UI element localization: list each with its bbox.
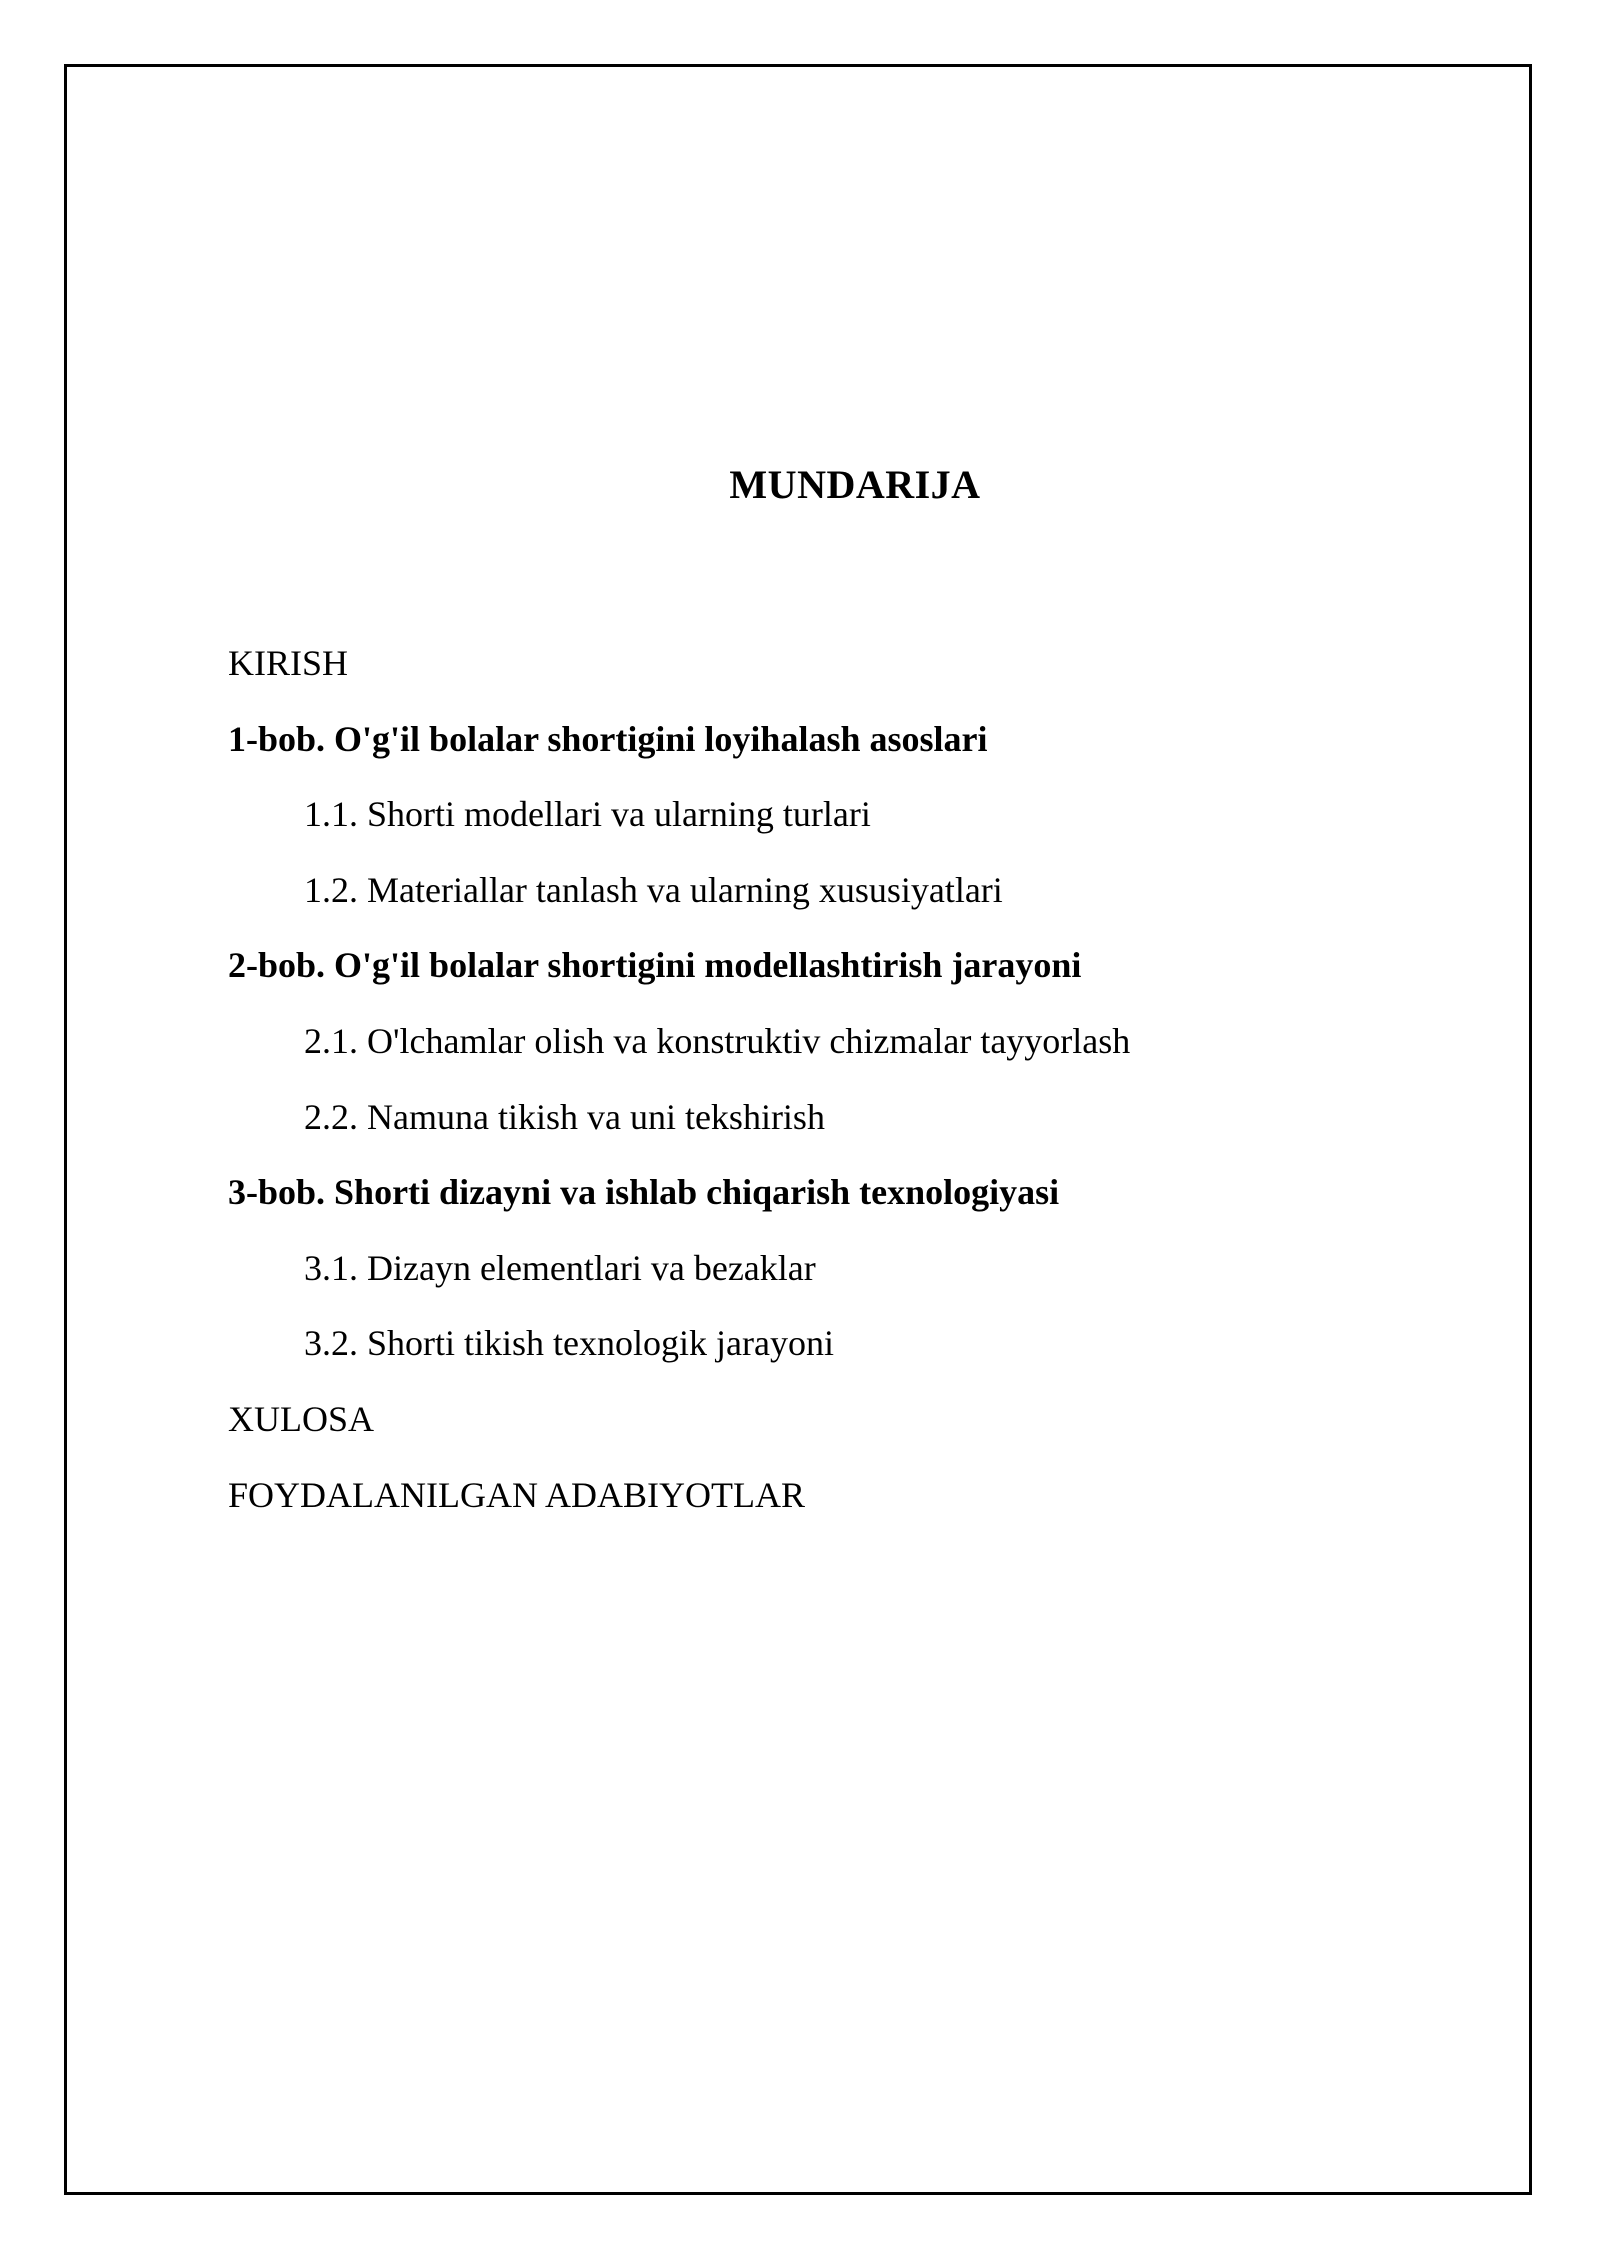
toc-section-1-2: 1.2. Materiallar tanlash va ularning xususiyatlari — [304, 869, 1003, 910]
toc-chapter-2: 2-bob. O'g'il bolalar shortigini modellashtirish jarayoni — [228, 945, 1082, 986]
toc-chapter-3: 3-bob. Shorti dizayni va ishlab chiqarish texnologiyasi — [228, 1172, 1060, 1213]
toc-entry-conclusion: XULOSA — [228, 1398, 375, 1439]
toc-chapter-1: 1-bob. O'g'il bolalar shortigini loyihalash asoslari — [228, 718, 988, 759]
toc-section-1-1: 1.1. Shorti modellari va ularning turlari — [304, 794, 871, 835]
toc-entry-references: FOYDALANILGAN ADABIYOTLAR — [228, 1474, 805, 1515]
toc-section-2-2: 2.2. Namuna tikish va uni tekshirish — [304, 1096, 825, 1137]
toc-section-3-2: 3.2. Shorti tikish texnologik jarayoni — [304, 1323, 834, 1364]
page-title: MUNDARIJA — [729, 462, 981, 507]
toc-section-2-1: 2.1. O'lchamlar olish va konstruktiv chizmalar tayyorlash — [304, 1020, 1131, 1061]
toc-section-3-1: 3.1. Dizayn elementlari va bezaklar — [304, 1247, 816, 1288]
toc-entry-introduction: KIRISH — [228, 643, 349, 683]
table-of-contents — [228, 633, 1130, 1540]
